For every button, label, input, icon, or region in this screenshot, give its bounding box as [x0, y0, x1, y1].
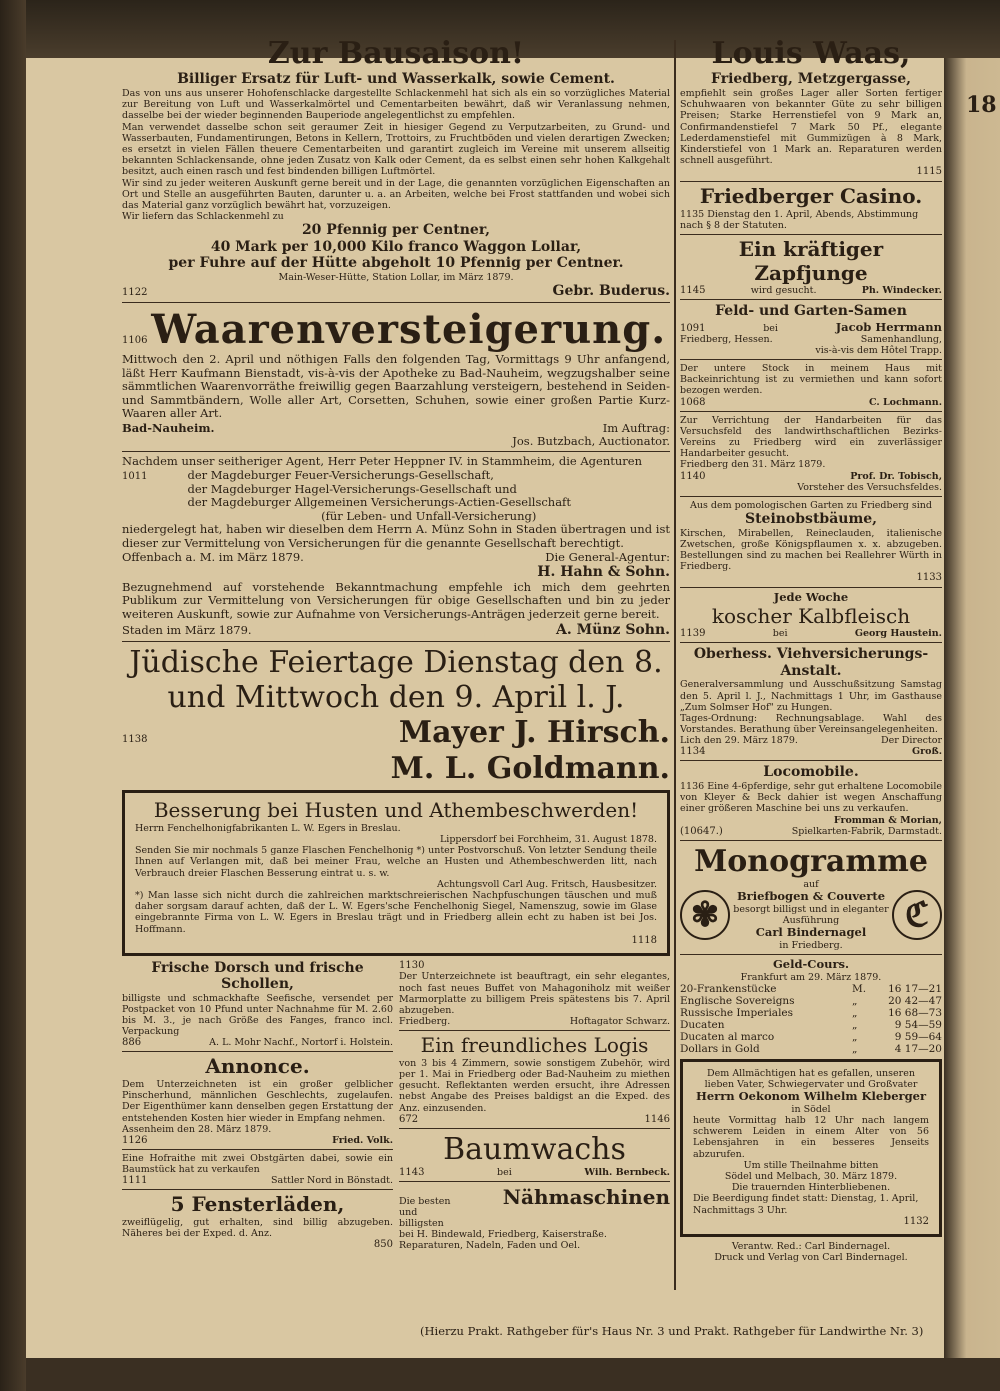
ad-monogramme	[680, 844, 942, 951]
ad-place: Friedberg, Hessen.	[680, 333, 773, 345]
ad-title: Feld- und Garten-Samen	[715, 303, 907, 320]
monogram-letter-icon: ℭ	[892, 890, 942, 940]
table-row: Ducaten „ 9 54—59	[680, 1018, 942, 1031]
ad-place: Staden im März 1879.	[122, 622, 252, 637]
ad-number: 1115	[916, 166, 942, 178]
ad-locomobile	[680, 764, 942, 836]
ad-body: billigste und schmackhafte Seefische, versendet per Postpacket von 10 Pfund unter Nachnahme für M. 2.60 bis M. 3., je nach Größe des Fanges, franco incl. Verpackung	[122, 992, 393, 1038]
ad-number: 1138	[122, 734, 148, 746]
ad-dorsch	[122, 960, 393, 1049]
ad-number: 1068	[680, 396, 706, 408]
ad-number: 850	[373, 1239, 393, 1251]
ad-signature: Die trauernden Hinterbliebenen.	[731, 1182, 891, 1194]
ad-title: Ein freundliches Logis	[420, 1033, 649, 1058]
ad-signature: Sattler Nord in Bönstadt.	[271, 1175, 393, 1187]
divider	[680, 234, 942, 235]
ad-body: heute Vormittag halb 12 Uhr nach langem schwerem Leiden in einem Alter von 56 Lebensjahren in ein besseres Jenseits abzurufen.	[693, 1114, 929, 1160]
ad-number: 1145	[680, 285, 706, 297]
ad-signature: C. Lochmann.	[868, 396, 942, 408]
ad-funeral: Die Beerdigung findet statt: Dienstag, 1. April, Nachmittags 3 Uhr.	[693, 1193, 919, 1216]
ad-bei: bei	[772, 628, 788, 640]
ad-agentur	[122, 455, 670, 637]
price-line: per Fuhre auf der Hütte abgeholt 10 Pfennig per Centner.	[168, 255, 624, 272]
cours-table	[680, 983, 942, 1055]
ad-place: Bad-Nauheim.	[122, 420, 215, 435]
ad-body: Das von uns aus unserer Hohofenschlacke dargestellte Schlackenmehl hat sich als ein so vorzügliches Material zur Bereitung von Luft und Wasserkalmörtel und Cementarbeiten bewährt, daß wir Veranlassung nehmen, dasselbe bei der wieder beginnenden Bauperiode angelegentlichst zu empfehlen.	[122, 87, 670, 122]
ad-handarbeit	[680, 415, 942, 493]
ad-place: Offenbach a. M. im März 1879.	[122, 550, 304, 565]
ad-obst	[680, 500, 942, 584]
ad-title: Jüdische Feiertage Dienstag den 8. und Mittwoch den 9. April l. J.	[129, 644, 663, 715]
table-row: 20-Frankenstücke M. 16 17—21	[680, 982, 942, 995]
small-ads-right	[399, 960, 670, 1252]
divider	[680, 181, 942, 182]
divider	[680, 496, 942, 497]
ad-place: Assenheim den 28. März 1879.	[122, 1123, 272, 1135]
ad-feiertage	[122, 645, 670, 787]
ad-body: niedergelegt hat, haben wir dieselben dem Herrn A. Münz Sohn in Staden übertragen und ist dieser zur Vermittelung von Versicherungen für die genannte Gesellschaft berechtigt.	[122, 522, 670, 550]
ad-body: 1135 Dienstag den 1. April, Abends, Abstimmung nach § 8 der Statuten.	[680, 208, 919, 231]
ad-body: Reparaturen, Nadeln, Faden und Oel.	[399, 1240, 581, 1252]
ad-number: 1139	[680, 628, 706, 640]
ad-number: 1011	[122, 471, 148, 483]
bottom-note-wrap	[420, 1325, 950, 1339]
ad-body: wird gesucht.	[750, 285, 817, 297]
ad-signature: Groß.	[912, 746, 942, 758]
divider	[122, 1051, 393, 1052]
next-page-edge	[944, 58, 1000, 1358]
divider	[680, 954, 942, 955]
ad-title: Steinobstbäume,	[744, 511, 878, 528]
divider	[399, 1128, 670, 1129]
ad-title: 5 Fensterläden,	[170, 1192, 345, 1217]
ad-signature: Gebr. Buderus.	[552, 283, 670, 300]
ad-fenster	[122, 1193, 393, 1251]
ad-zapfjunge	[680, 238, 942, 296]
ad-number: (10647.)	[680, 825, 723, 837]
ad-name: Mayer J. Hirsch.	[398, 715, 670, 751]
ad-signature: Jos. Butzbach, Auctionator.	[512, 433, 670, 448]
ad-signature: Ph. Windecker.	[861, 285, 942, 297]
ad-number: 1134	[680, 746, 706, 758]
divider	[122, 1149, 393, 1150]
ad-body: Eine Hofraithe mit zwei Obstgärten dabei, sowie ein Baumstück hat zu verkaufen	[122, 1153, 393, 1176]
ad-versteigerung	[122, 306, 670, 448]
ad-husten	[122, 790, 670, 955]
ad-title: Annonce.	[205, 1054, 310, 1079]
ad-title: Locomobile.	[763, 764, 859, 781]
imprint-line: Verantw. Red.: Carl Bindernagel.	[731, 1240, 891, 1252]
ad-body: von 3 bis 4 Zimmern, sowie sonstigem Zubehör, wird per 1. Mai in Friedberg oder Bad-Nauheim zu miethen gesucht. Reflektanten werden ersucht, ihre Adressen nebst Angabe des Preises baldigst an die Exped. des Anz. einzusenden.	[399, 1057, 670, 1114]
ad-signature: Vorsteher des Versuchsfeldes.	[797, 481, 942, 493]
ad-pre: Aus dem pomologischen Garten zu Friedberg sind	[690, 499, 932, 511]
ad-number: 1146	[644, 1113, 670, 1125]
left-column	[122, 36, 670, 1252]
bottom-note: (Hierzu Prakt. Rathgeber für's Haus Nr. 3 und Prakt. Rathgeber für Landwirthe Nr. 3)	[420, 1324, 924, 1338]
ad-signature: Georg Haustein.	[854, 628, 942, 640]
ad-body: zweiflügelig, gut erhalten, sind billig abzugeben. Näheres bei der Exped. d. Anz.	[122, 1217, 393, 1240]
ad-place: Lippersdorf bei Forchheim, 31. August 1878.	[439, 833, 657, 845]
ad-title: Monogramme	[694, 843, 928, 879]
ad-body: Um stille Theilnahme bitten	[743, 1159, 879, 1171]
ad-bausaison	[122, 36, 670, 299]
divider	[122, 451, 670, 452]
ad-body: Wir sind zu jeder weiteren Auskunft gerne bereit und in der Lage, die genannten vorzüglichen Eigenschaften an Ort und Stelle an ausgeführten Bauten, darunter u. a. an Arbeiten, welche bei Frost stattfanden und wobei sich das Material ganz vorzüglich bewährt hat, vorzuzeigen.	[122, 177, 670, 211]
ad-signature: Hoftagator Schwarz.	[569, 1016, 670, 1028]
ad-body: Der Unterzeichnete ist beauftragt, ein sehr elegantes, noch fast neues Buffet von Mahagoniholz mit weißer Marmorplatte zu billigem Preis spätestens bis 7. April abzugeben.	[399, 971, 670, 1016]
ad-name: Herrn Oekonom Wilhelm Kleberger	[695, 1089, 927, 1104]
table-row: Ducaten al marco „ 9 59—64	[680, 1030, 942, 1043]
ad-naehmaschinen	[399, 1185, 670, 1251]
ad-number: 1106	[122, 335, 148, 347]
ad-body: Man verwendet dasselbe schon seit geraumer Zeit in hiesiger Gegend zu Verputzarbeiten, zu Grund- und Wasserbauten, Fundamentirungen, Betons in Kellern, Trottoirs, zu Fruchtböden und vielen derartigen Zwecken; es ersetzt in vielen Fällen theuere Cementarbeiten und garantirt zugleich im Vereine mit unserem allseitig bekannten Schlackensande, ohne jeden Zusatz von Kalk oder Cement, da es selbst einen sehr hohen Kalkgehalt besitzt, auch einen rasch und fest bindenden billigen Luftmörtel.	[122, 121, 670, 178]
cours-date: Frankfurt am 29. März 1879.	[740, 971, 882, 983]
agency-line: der Magdeburger Hagel-Versicherungs-Gesellschaft und	[187, 481, 517, 496]
ad-place: in Södel	[791, 1103, 831, 1115]
ad-title: Besserung bei Husten und Athembeschwerden!	[153, 798, 639, 823]
ad-title: koscher Kalbfleisch	[711, 603, 911, 628]
ad-title: Friedberger Casino.	[699, 184, 923, 209]
ad-firm: Spielkarten-Fabrik, Darmstadt.	[791, 825, 942, 837]
ad-number: 1122	[122, 287, 148, 299]
ad-kalbfleisch	[680, 591, 942, 639]
ad-signature: Fried. Volk.	[332, 1135, 393, 1147]
ad-title: Zur Bausaison!	[267, 36, 525, 71]
ad-firm: Samenhandlung,	[860, 333, 942, 345]
small-ads	[122, 960, 670, 1252]
traueranzeige	[680, 1059, 942, 1237]
ad-body: Dem Unterzeichneten ist ein großer gelblicher Pinscherhund, männlichen Geschlechts, zugelaufen. Der Eigenthümer kann denselben gegen Erstattung der entstehenden Kosten hier wieder in Empfang nehmen.	[122, 1079, 393, 1124]
ad-generalagentur: Die General-Agentur:	[545, 550, 670, 565]
ad-name: Jacob Herrmann	[835, 319, 942, 334]
ad-line: Briefbogen & Couverte	[736, 889, 886, 904]
ad-samen	[680, 303, 942, 356]
ad-title: Louis Waas,	[711, 36, 911, 71]
agency-line: der Magdeburger Feuer-Versicherungs-Gesellschaft,	[187, 468, 494, 483]
ad-pre: Die besten und billigsten	[399, 1196, 451, 1230]
ad-number: 1126	[122, 1135, 148, 1147]
ad-note: *) Man lasse sich nicht durch die zahlreichen marktschreierischen Nachpfuschungen täuschen und muß daher sorgsam darauf achten, daß der L. W. Egers'sche Fenchelhonig Siegel, Namenszug, sowie im Glase eingebrannte Firma von L. W. Egers in Breslau trägt und in Friedberg allein echt zu haben ist bei Jos. Hoffmann.	[135, 889, 657, 935]
ad-body: Senden Sie mir nochmals 5 ganze Flaschen Fenchelhonig *) unter Postvorschuß. Von letzter Sendung theile Ihnen auf Verlangen mit, daß bei meiner Frau, welche an Husten und Athembeschwerden litt, nach Verbrauch dreier Flaschen Besserung eintrat u. s. w.	[135, 845, 657, 879]
ad-title: Oberhess. Viehversicherungs-Anstalt.	[693, 646, 929, 679]
ad-signature: H. Hahn & Sohn.	[537, 564, 670, 581]
ad-number: 886	[122, 1037, 142, 1049]
divider	[680, 587, 942, 588]
ad-number: 1130	[399, 959, 425, 971]
ad-signature: Prof. Dr. Tobisch,	[850, 470, 942, 482]
ad-body: Dem Allmächtigen hat es gefallen, unseren lieben Vater, Schwiegervater und Großvater	[704, 1067, 918, 1091]
ad-auftrag: Im Auftrag:	[602, 420, 670, 435]
ad-name: M. L. Goldmann.	[390, 750, 670, 786]
ad-place: Södel und Melbach, 30. März 1879.	[724, 1171, 898, 1182]
ad-number: 1143	[399, 1167, 425, 1179]
divider	[122, 302, 670, 303]
ad-signature: A. L. Mohr Nachf., Nortorf i. Holstein.	[209, 1037, 393, 1049]
ad-auf: auf	[803, 879, 819, 891]
divider	[680, 359, 942, 360]
ad-body: Mittwoch den 2. April und nöthigen Falls den folgenden Tag, Vormittags 9 Uhr anfangend, läßt Herr Kaufmann Bienstadt, vis-à-vis der Apotheke zu Bad-Nauheim, wegzugshalber seine sämmtlichen Waarenvorräthe freiwillig gegen Baarzahlung versteigern, bestehend in Seiden- und Sammtbändern, Wolle aller Art, Corsetten, Schuhen, sowie einer großen Partie Kurz-Waaren aller Art.	[122, 352, 670, 421]
divider	[122, 641, 670, 642]
ad-logis	[399, 1034, 670, 1125]
ad-number: 1133	[916, 572, 942, 584]
ad-annonce	[122, 1055, 393, 1146]
ad-place: in Friedberg.	[779, 939, 843, 951]
price-line: 20 Pfennig per Centner,	[301, 222, 491, 239]
divider	[680, 299, 942, 300]
agency-line: der Magdeburger Allgemeinen Versicherungs-Actien-Gesellschaft	[187, 495, 571, 510]
ad-body: Wir liefern das Schlackenmehl zu	[122, 211, 284, 223]
ad-bei: bei	[763, 322, 778, 334]
ad-casino	[680, 185, 942, 231]
divider	[680, 840, 942, 841]
ad-buffet	[399, 960, 670, 1028]
divider	[399, 1030, 670, 1031]
ad-number: 1132	[903, 1215, 929, 1227]
ad-hofraithe	[122, 1153, 393, 1186]
ad-pre: Jede Woche	[773, 590, 849, 605]
ad-subtitle: Billiger Ersatz für Luft- und Wasserkalk, sowie Cement.	[177, 71, 615, 88]
imprint-line: Druck und Verlag von Carl Bindernagel.	[714, 1251, 908, 1263]
table-row: Englische Sovereigns „ 20 42—47	[680, 994, 942, 1007]
ad-body: Generalversammlung und Ausschußsitzung Samstag den 5. April l. J., Nachmittags 1 Uhr, im Gasthause „Zum Solmser Hof" zu Hungen.	[680, 679, 942, 713]
divider	[122, 1189, 393, 1190]
ad-baumwachs	[399, 1132, 670, 1178]
ad-body: Zur Verrichtung der Handarbeiten für das Versuchsfeld des landwirthschaftlichen Bezirks-Vereins zu Friedberg wird ein zuverlässiger Handarbeiter gesucht.	[680, 414, 942, 460]
ad-title: Waarenversteigerung.	[151, 306, 667, 354]
ad-title: Ein kräftiger Zapfjunge	[738, 237, 884, 285]
ad-number: 1140	[680, 470, 706, 482]
ad-signature: Achtungsvoll Carl Aug. Fritsch, Hausbesitzer.	[437, 878, 657, 890]
ad-body: Kirschen, Mirabellen, Reineclauden, italienische Zwetschen, große Königspflaumen x. x. abzugeben. Bestellungen sind zu machen bei Reallehrer Würth in Friedberg.	[680, 527, 942, 573]
divider	[680, 760, 942, 761]
ad-body: Bezugnehmend auf vorstehende Bekanntmachung empfehle ich mich dem geehrten Publikum zur Vermittelung von Versicherungen für obige Gesellschaften und bin zu jeder weiteren Auskunft, sowie zur Aufnahme von Versicherungs-Anträgen jederzeit gerne bereit.	[122, 579, 670, 622]
book-binding	[0, 0, 26, 1391]
right-column	[680, 36, 942, 1263]
ad-body: empfiehlt sein großes Lager aller Sorten fertiger Schuhwaaren von bekannter Güte zu sehr billigen Preisen; Starke Herrenstiefel von 9 Mark an, Confirmandenstiefel 7 Mark 50 Pf., elegante Lederdamenstiefel mit Gummizügen à 8 Mark, Kinderstiefel von 1 Mark an. Reparaturen werden schnell ausgeführt.	[680, 87, 942, 167]
table-row: Dollars in Gold „ 4 17—20	[680, 1042, 942, 1055]
ad-director: Der Director	[880, 735, 942, 747]
ad-signature: Wilh. Bernbeck.	[584, 1167, 670, 1179]
table-row: Russische Imperiales „ 16 68—73	[680, 1006, 942, 1019]
ad-body: Nachdem unser seitheriger Agent, Herr Peter Heppner IV. in Stammheim, die Agenturen	[122, 454, 642, 469]
ad-title: Nähmaschinen	[502, 1185, 670, 1210]
divider	[680, 411, 942, 412]
page-number: 18	[966, 92, 997, 118]
geld-cours	[680, 958, 942, 1055]
ad-title: Baumwachs	[443, 1131, 626, 1167]
ad-name: Carl Bindernagel	[755, 925, 867, 940]
ad-line: besorgt billigst und in eleganter Ausführung	[733, 903, 889, 927]
small-ads-left	[122, 960, 393, 1252]
divider	[399, 1181, 670, 1182]
ad-body: bei H. Bindewald, Friedberg, Kaiserstraße.	[399, 1229, 607, 1241]
ad-waas	[680, 36, 942, 178]
ad-body: Der untere Stock in meinem Haus mit Backeinrichtung ist zu vermiethen und kann sofort bezogen werden.	[680, 363, 942, 397]
ad-to: Herrn Fenchelhonigfabrikanten L. W. Egers in Breslau.	[135, 822, 401, 834]
ad-signature: A. Münz Sohn.	[556, 621, 670, 638]
monogram-ornament-icon: ✾	[680, 890, 730, 940]
column-divider	[674, 40, 676, 1290]
agency-line: (für Leben- und Unfall-Versicherung)	[321, 508, 537, 523]
ad-number: 672	[399, 1113, 419, 1125]
ad-place: Main-Weser-Hütte, Station Lollar, im März 1879.	[278, 271, 514, 283]
ad-agenda: Tages-Ordnung: Rechnungsablage. Wahl des Vorstandes. Berathung über Vereinsangelegenheiten.	[680, 712, 942, 736]
ad-vieh	[680, 646, 942, 757]
ad-addr: vis-à-vis dem Hôtel Trapp.	[815, 344, 942, 356]
ad-number: 1118	[631, 934, 657, 946]
ad-place: Friedberg den 31. März 1879.	[680, 459, 826, 471]
ad-number: 1111	[122, 1175, 148, 1187]
ad-signature: Fromman & Morian,	[833, 814, 942, 826]
ad-subtitle: Friedberg, Metzgergasse,	[711, 71, 911, 88]
ad-bei: bei	[497, 1167, 512, 1179]
ad-stock	[680, 363, 942, 408]
divider	[680, 642, 942, 643]
ad-title: Frische Dorsch und frische Schollen,	[151, 959, 364, 993]
price-line: 40 Mark per 10,000 Kilo franco Waggon Lollar,	[210, 238, 582, 255]
cours-title: Geld-Cours.	[772, 957, 850, 972]
ad-place: Lich den 29. März 1879.	[680, 735, 798, 747]
ad-place: Friedberg.	[399, 1016, 451, 1028]
ad-body: 1136 Eine 4-6pferdige, sehr gut erhaltene Locomobile von Kleyer & Beck dahier ist wegen Anschaffung einer größeren Maschine bei uns zu verkaufen.	[680, 780, 942, 815]
ad-number: 1091	[680, 322, 706, 334]
